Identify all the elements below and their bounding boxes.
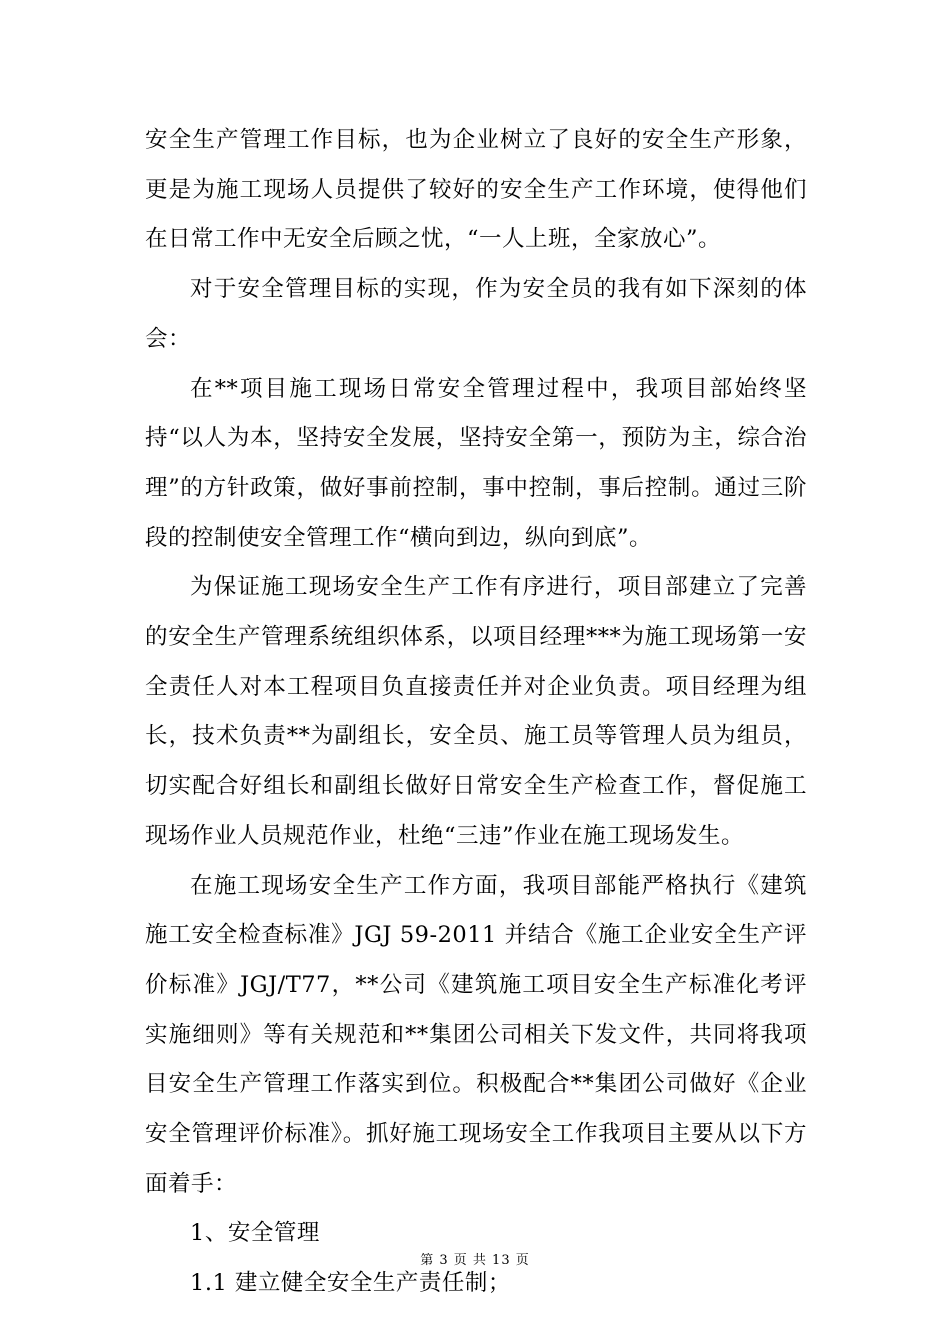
paragraph-1: 安全生产管理工作目标，也为企业树立了良好的安全生产形象，更是为施工现场人员提供了较好的安全生产工作环境，使得他们在日常工作中无安全后顾之忧，“一人上班，全家放心”。: [145, 127, 807, 253]
subsection-heading-responsibility: 1.1 建立健全安全生产责任制；: [190, 1270, 511, 1297]
paragraph-2: 对于安全管理目标的实现，作为安全员的我有如下深刻的体会：: [145, 276, 807, 352]
paragraph-3: 在**项目施工现场日常安全管理过程中，我项目部始终坚持“以人为本，坚持安全发展，坚持安全第一，预防为主，综合治理”的方针政策，做好事前控制，事中控制，事后控制。通过三阶段的控制使安全管理工作“横向到边，纵向到底”。: [145, 375, 807, 551]
paragraph-5: 在施工现场安全生产工作方面，我项目部能严格执行《建筑施工安全检查标准》JGJ 59-2011 并结合《施工企业安全生产评价标准》JGJ/T77，**公司《建筑施工项目安全生产标准化考评实施细则》等有关规范和**集团公司相关下发文件，共同将我项目安全生产管理工作落实到位。积极配合**集团公司做好《企业安全管理评价标准》。抓好施工现场安全工作我项目主要从以下方面着手：: [145, 872, 807, 1197]
page-footer: 第 3 页 共 13 页: [420, 1253, 530, 1268]
body-text: [145, 116, 807, 1309]
section-heading-safety-management: 1、安全管理: [190, 1220, 320, 1247]
paragraph-4: 为保证施工现场安全生产工作有序进行，项目部建立了完善的安全生产管理系统组织体系，以项目经理***为施工现场第一安全责任人对本工程项目负直接责任并对企业负责。项目经理为组长，技术负责**为副组长，安全员、施工员等管理人员为组员，切实配合好组长和副组长做好日常安全生产检查工作，督促施工现场作业人员规范作业，杜绝“三违”作业在施工现场发生。: [145, 574, 807, 849]
